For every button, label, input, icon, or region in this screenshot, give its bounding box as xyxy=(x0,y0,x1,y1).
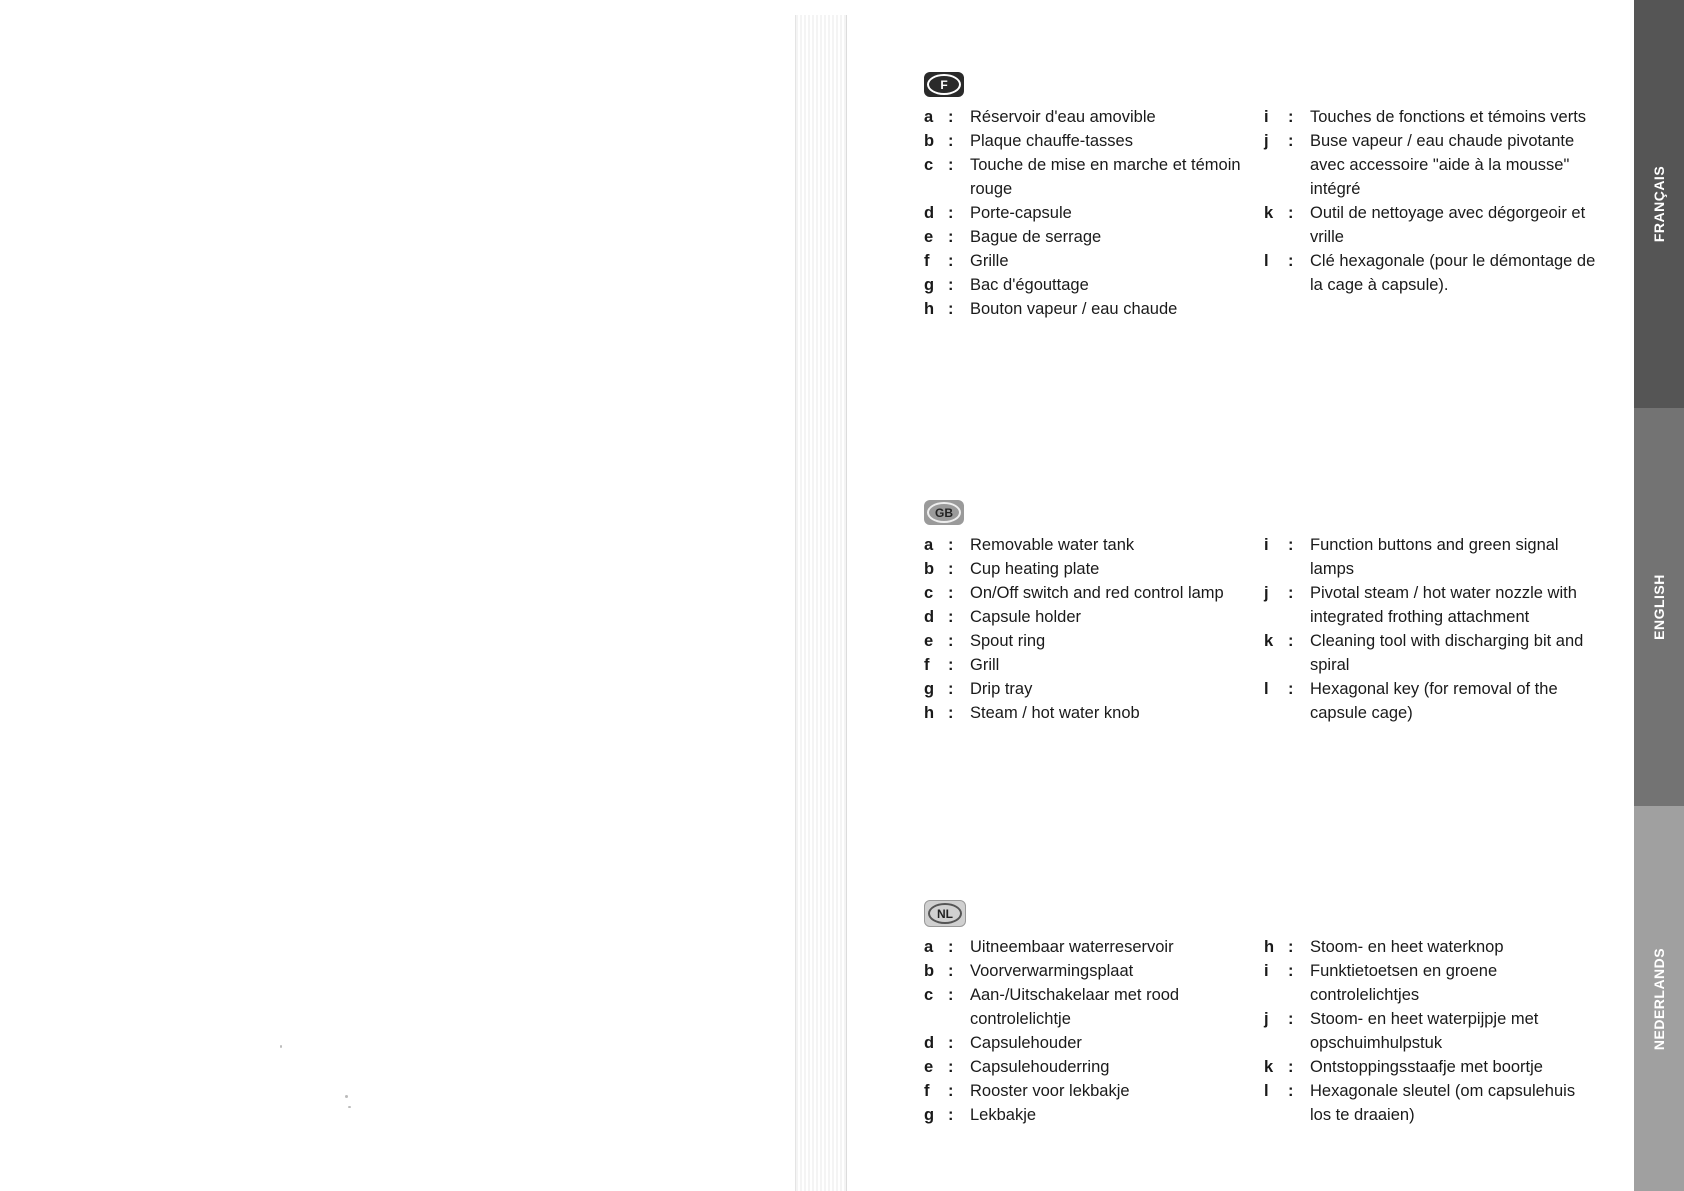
legend-item: b : Voorverwarmingsplaat xyxy=(924,962,1134,980)
legend-item: k : Cleaning tool with discharging bit and spiral xyxy=(1264,632,1584,674)
legend-item: i : Funktietoetsen en groene controlelichtjes xyxy=(1264,962,1498,1004)
legend-item: d : Porte-capsule xyxy=(924,204,1072,222)
legend-item: f : Grill xyxy=(924,656,1000,674)
language-tab-nederlands[interactable]: NEDERLANDS xyxy=(1634,806,1684,1191)
scan-speck xyxy=(280,1045,282,1048)
legend-item: j : Buse vapeur / eau chaude pivotante avec accessoire "aide à la mousse" intégré xyxy=(1264,132,1575,198)
language-tab-francais[interactable]: FRANÇAIS xyxy=(1634,0,1684,408)
legend-item: e : Spout ring xyxy=(924,632,1046,650)
legend-column-right xyxy=(1264,533,1604,725)
left-blank-page xyxy=(0,0,790,1191)
legend-item: h : Stoom- en heet waterknop xyxy=(1264,938,1504,956)
language-tab-english[interactable]: ENGLISH xyxy=(1634,408,1684,806)
legend-item: a : Réservoir d'eau amovible xyxy=(924,108,1156,126)
country-badge-f: F xyxy=(924,72,964,97)
legend-column-right xyxy=(1264,935,1604,1127)
legend-column-left xyxy=(924,935,1264,1127)
section-nederlands xyxy=(924,900,1604,1127)
legend-item: a : Uitneembaar waterreservoir xyxy=(924,938,1174,956)
legend-item: k : Outil de nettoyage avec dégorgeoir et vrille xyxy=(1264,204,1586,246)
legend-item: f : Grille xyxy=(924,252,1009,270)
legend-item: l : Hexagonale sleutel (om capsulehuis los te draaien) xyxy=(1264,1082,1576,1124)
scan-speck xyxy=(345,1095,348,1098)
legend-item: j : Pivotal steam / hot water nozzle with integrated frothing attachment xyxy=(1264,584,1577,626)
legend-item: e : Capsulehouderring xyxy=(924,1058,1110,1076)
country-badge-gb: GB xyxy=(924,500,964,525)
legend-column-left xyxy=(924,533,1264,725)
section-francais xyxy=(924,72,1604,321)
legend-item: b : Cup heating plate xyxy=(924,560,1100,578)
legend-item: j : Stoom- en heet waterpijpje met opschuimhulpstuk xyxy=(1264,1010,1539,1052)
legend-item: k : Ontstoppingsstaafje met boortje xyxy=(1264,1058,1543,1076)
country-badge-nl: NL xyxy=(924,900,966,927)
legend-column-right xyxy=(1264,105,1604,321)
legend-item: c : Touche de mise en marche et témoin rouge xyxy=(924,156,1241,198)
legend-item: g : Drip tray xyxy=(924,680,1033,698)
scan-speck xyxy=(348,1106,351,1108)
page-gutter xyxy=(795,15,847,1191)
legend-item: d : Capsule holder xyxy=(924,608,1081,626)
legend-item: i : Touches de fonctions et témoins verts xyxy=(1264,108,1587,126)
legend-item: e : Bague de serrage xyxy=(924,228,1102,246)
section-english xyxy=(924,500,1604,725)
legend-item: a : Removable water tank xyxy=(924,536,1135,554)
legend-item: h : Bouton vapeur / eau chaude xyxy=(924,300,1178,318)
legend-item: f : Rooster voor lekbakje xyxy=(924,1082,1130,1100)
legend-item: l : Clé hexagonale (pour le démontage de la cage à capsule). xyxy=(1264,252,1596,294)
legend-item: b : Plaque chauffe-tasses xyxy=(924,132,1133,150)
legend-item: g : Bac d'égouttage xyxy=(924,276,1089,294)
legend-item: i : Function buttons and green signal lamps xyxy=(1264,536,1559,578)
legend-item: c : On/Off switch and red control lamp xyxy=(924,584,1224,602)
legend-item: c : Aan-/Uitschakelaar met rood controlelichtje xyxy=(924,986,1180,1028)
legend-column-left xyxy=(924,105,1264,321)
legend-item: l : Hexagonal key (for removal of the capsule cage) xyxy=(1264,680,1558,722)
legend-item: g : Lekbakje xyxy=(924,1106,1037,1124)
legend-item: d : Capsulehouder xyxy=(924,1034,1082,1052)
legend-item: h : Steam / hot water knob xyxy=(924,704,1140,722)
